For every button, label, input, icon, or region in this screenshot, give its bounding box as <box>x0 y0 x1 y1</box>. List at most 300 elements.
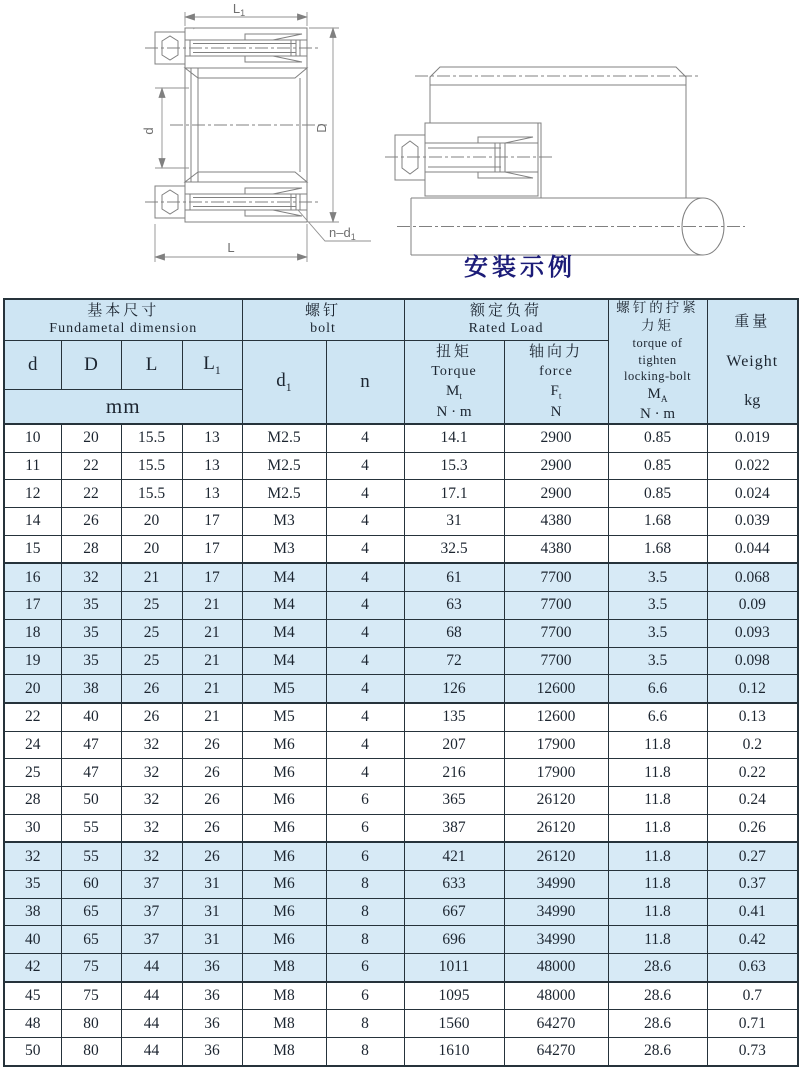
cell: 44 <box>121 1010 182 1038</box>
cell: 0.42 <box>707 926 798 954</box>
cell: 4 <box>326 759 404 787</box>
torque-unit: N · m <box>436 403 472 420</box>
cell: 75 <box>61 954 121 982</box>
cell: 3.5 <box>608 592 707 620</box>
cell: 26 <box>182 759 242 787</box>
cell: 37 <box>121 871 182 899</box>
cell: 32 <box>4 842 61 870</box>
cell: 31 <box>182 871 242 899</box>
table-row <box>4 1038 798 1066</box>
cell: 50 <box>61 786 121 814</box>
cell: 6.6 <box>608 703 707 731</box>
cell: 0.41 <box>707 898 798 926</box>
cell: 44 <box>121 1038 182 1066</box>
cell: 1.68 <box>608 508 707 536</box>
cell: 387 <box>404 814 504 842</box>
cell: 8 <box>326 898 404 926</box>
cell: 55 <box>61 842 121 870</box>
header-rated-load <box>404 299 608 341</box>
cell: 1610 <box>404 1038 504 1066</box>
table-row <box>4 786 798 814</box>
cell: M8 <box>242 954 326 982</box>
dim-label-l1: $L_1$ <box>232 1 246 18</box>
cell: 10 <box>4 424 61 452</box>
cell: 11.8 <box>608 814 707 842</box>
spec-table-body <box>4 424 798 1066</box>
cell: 26 <box>61 508 121 536</box>
cell: 7700 <box>504 619 608 647</box>
table-row <box>4 703 798 731</box>
col-L: L <box>121 341 182 390</box>
table-row <box>4 842 798 870</box>
header-tighten-torque <box>608 299 707 424</box>
cell: 28 <box>4 786 61 814</box>
cell: 17 <box>182 535 242 563</box>
cell: 34990 <box>504 898 608 926</box>
table-row <box>4 592 798 620</box>
tighten-symbol: $M_A$ <box>647 385 668 405</box>
cell: 26120 <box>504 814 608 842</box>
cell: M6 <box>242 786 326 814</box>
header-basic-dimension <box>4 299 242 341</box>
cell: 0.27 <box>707 842 798 870</box>
cell: 32 <box>61 563 121 591</box>
cell: 4380 <box>504 535 608 563</box>
cell: 0.068 <box>707 563 798 591</box>
cell: 36 <box>182 982 242 1010</box>
cell: 0.85 <box>608 480 707 508</box>
cell: 8 <box>326 1038 404 1066</box>
cell: M3 <box>242 508 326 536</box>
cell: 61 <box>404 563 504 591</box>
cell: 0.13 <box>707 703 798 731</box>
cell: 80 <box>61 1038 121 1066</box>
cell: 6.6 <box>608 675 707 703</box>
dim-l1 <box>185 12 307 26</box>
cell: 68 <box>404 619 504 647</box>
cell: 34990 <box>504 871 608 899</box>
cell: 32 <box>121 842 182 870</box>
cell: 47 <box>61 731 121 759</box>
cell: 667 <box>404 898 504 926</box>
cell: 32 <box>121 814 182 842</box>
cell: 207 <box>404 731 504 759</box>
cell: 4 <box>326 675 404 703</box>
cell: 38 <box>61 675 121 703</box>
cell: 63 <box>404 592 504 620</box>
torque-en: Torque <box>431 363 477 379</box>
cell: 21 <box>182 619 242 647</box>
cell: 11.8 <box>608 759 707 787</box>
cell: 28.6 <box>608 982 707 1010</box>
cell: 19 <box>4 647 61 675</box>
table-row <box>4 508 798 536</box>
cell: 13 <box>182 452 242 480</box>
cell: M6 <box>242 926 326 954</box>
cell: 12600 <box>504 675 608 703</box>
dim-label-nd1: $n-d_1$ <box>329 225 356 242</box>
cell: 1011 <box>404 954 504 982</box>
torque-zh: 扭矩 <box>436 344 473 361</box>
header-basic-en: Fundametal dimension <box>49 320 198 336</box>
cell: 13 <box>182 424 242 452</box>
cell: M8 <box>242 1038 326 1066</box>
cell: 44 <box>121 954 182 982</box>
cell: 42 <box>4 954 61 982</box>
tighten-en3: locking-bolt <box>623 369 692 384</box>
cell: 37 <box>121 926 182 954</box>
cell: 36 <box>182 1010 242 1038</box>
cell: M6 <box>242 814 326 842</box>
cell: 7700 <box>504 647 608 675</box>
cell: 0.37 <box>707 871 798 899</box>
cell: 21 <box>182 592 242 620</box>
cell: 0.12 <box>707 675 798 703</box>
cell: 26 <box>182 814 242 842</box>
cell: 0.019 <box>707 424 798 452</box>
cell: M4 <box>242 647 326 675</box>
cell: 25 <box>121 619 182 647</box>
cell: 37 <box>121 898 182 926</box>
cell: M4 <box>242 619 326 647</box>
cell: 17 <box>182 508 242 536</box>
torque-symbol: $M_t$ <box>446 382 462 402</box>
cell: 36 <box>182 954 242 982</box>
cell: 14.1 <box>404 424 504 452</box>
cell: 11.8 <box>608 842 707 870</box>
table-row <box>4 535 798 563</box>
force-en: force <box>539 363 573 379</box>
cell: 7700 <box>504 592 608 620</box>
cell: 0.71 <box>707 1010 798 1038</box>
cell: M6 <box>242 842 326 870</box>
cell: M5 <box>242 675 326 703</box>
cell: 26 <box>182 842 242 870</box>
cell: 6 <box>326 814 404 842</box>
cell: 4 <box>326 424 404 452</box>
cell: 0.024 <box>707 480 798 508</box>
cell: 17900 <box>504 759 608 787</box>
cell: 4 <box>326 592 404 620</box>
cell: 11.8 <box>608 926 707 954</box>
weight-en: Weight <box>726 353 779 371</box>
tighten-zh2: 力矩 <box>641 318 675 334</box>
cell: 15.5 <box>121 424 182 452</box>
cell: 31 <box>182 926 242 954</box>
cell: 17900 <box>504 731 608 759</box>
assembly-section-drawing <box>95 0 385 296</box>
cell: 11.8 <box>608 871 707 899</box>
header-bolt-zh: 螺钉 <box>305 303 342 320</box>
tighten-en2: tighten <box>638 352 677 367</box>
header-rated-zh: 额定负荷 <box>470 303 543 320</box>
cell: 26 <box>182 786 242 814</box>
table-row <box>4 619 798 647</box>
table-row <box>4 675 798 703</box>
col-D: D <box>61 341 121 390</box>
cell: 60 <box>61 871 121 899</box>
cell: 38 <box>4 898 61 926</box>
cell: M6 <box>242 871 326 899</box>
cell: 696 <box>404 926 504 954</box>
header-mm: mm <box>4 390 242 425</box>
cell: 30 <box>4 814 61 842</box>
cell: 32.5 <box>404 535 504 563</box>
cell: 11.8 <box>608 731 707 759</box>
table-row <box>4 563 798 591</box>
table-row <box>4 731 798 759</box>
table-row <box>4 926 798 954</box>
cell: M8 <box>242 1010 326 1038</box>
cell: 35 <box>61 619 121 647</box>
cell: 2900 <box>504 452 608 480</box>
header-rated-en: Rated Load <box>468 320 544 336</box>
cell: 45 <box>4 982 61 1010</box>
header-basic-zh: 基本尺寸 <box>87 303 160 320</box>
cell: 0.039 <box>707 508 798 536</box>
cell: 18 <box>4 619 61 647</box>
cell: 72 <box>404 647 504 675</box>
cell: 15 <box>4 535 61 563</box>
table-row <box>4 424 798 452</box>
cell: 48000 <box>504 982 608 1010</box>
cell: 22 <box>4 703 61 731</box>
cell: 7700 <box>504 563 608 591</box>
table-row <box>4 871 798 899</box>
cell: 17 <box>4 592 61 620</box>
cell: 0.85 <box>608 452 707 480</box>
cell: 0.044 <box>707 535 798 563</box>
weight-zh: 重量 <box>734 313 771 330</box>
cell: 4380 <box>504 508 608 536</box>
table-row <box>4 759 798 787</box>
cell: 4 <box>326 535 404 563</box>
cell: 32 <box>121 731 182 759</box>
cell: 0.093 <box>707 619 798 647</box>
cell: 2900 <box>504 480 608 508</box>
cell: 15.5 <box>121 452 182 480</box>
cell: 22 <box>61 480 121 508</box>
cell: 13 <box>182 480 242 508</box>
cell: 6 <box>326 842 404 870</box>
cell: 26120 <box>504 842 608 870</box>
cell: 64270 <box>504 1010 608 1038</box>
cell: 31 <box>404 508 504 536</box>
cell: 15.3 <box>404 452 504 480</box>
cell: 50 <box>4 1038 61 1066</box>
cell: M4 <box>242 592 326 620</box>
header-bolt <box>242 299 404 341</box>
col-torque <box>404 341 504 425</box>
cell: 26 <box>121 675 182 703</box>
cell: 40 <box>61 703 121 731</box>
col-d: d <box>4 341 61 390</box>
cell: M5 <box>242 703 326 731</box>
cell: 25 <box>4 759 61 787</box>
cell: 20 <box>61 424 121 452</box>
cell: 0.26 <box>707 814 798 842</box>
cell: 135 <box>404 703 504 731</box>
col-L1: $L_1$ <box>182 341 242 390</box>
cell: 11 <box>4 452 61 480</box>
cell: 4 <box>326 731 404 759</box>
cell: 0.22 <box>707 759 798 787</box>
col-n: n <box>326 341 404 425</box>
header-bolt-en: bolt <box>310 320 336 336</box>
cell: 47 <box>61 759 121 787</box>
tighten-zh1: 螺钉的拧紧 <box>616 300 699 316</box>
cell: 6 <box>326 982 404 1010</box>
cell: 0.09 <box>707 592 798 620</box>
cell: 2900 <box>504 424 608 452</box>
col-d1: $d_1$ <box>242 341 326 425</box>
cell: 65 <box>61 898 121 926</box>
cell: 25 <box>121 592 182 620</box>
force-symbol: $F_t$ <box>550 382 562 402</box>
cell: 6 <box>326 786 404 814</box>
upper-cone <box>185 68 307 78</box>
cell: 20 <box>121 508 182 536</box>
force-unit: N <box>550 403 562 420</box>
cell: 34990 <box>504 926 608 954</box>
cell: M3 <box>242 535 326 563</box>
cell: 48 <box>4 1010 61 1038</box>
cell: 25 <box>121 647 182 675</box>
tighten-unit: N · m <box>640 405 676 422</box>
cell: 17 <box>182 563 242 591</box>
cell: 4 <box>326 452 404 480</box>
spec-table <box>3 298 799 1067</box>
cell: 0.7 <box>707 982 798 1010</box>
cell: 35 <box>61 647 121 675</box>
cell: 35 <box>4 871 61 899</box>
cell: 28 <box>61 535 121 563</box>
cell: 216 <box>404 759 504 787</box>
table-row <box>4 480 798 508</box>
cell: 3.5 <box>608 647 707 675</box>
cell: 36 <box>182 1038 242 1066</box>
cell: 24 <box>4 731 61 759</box>
cell: 21 <box>182 647 242 675</box>
cell: 1560 <box>404 1010 504 1038</box>
table-row <box>4 898 798 926</box>
dim-label-d: d <box>141 127 156 135</box>
cell: 0.098 <box>707 647 798 675</box>
col-force <box>504 341 608 425</box>
cell: 0.2 <box>707 731 798 759</box>
cell: 75 <box>61 982 121 1010</box>
lower-cone <box>185 172 307 182</box>
cell: M6 <box>242 731 326 759</box>
cell: 1095 <box>404 982 504 1010</box>
cell: 8 <box>326 926 404 954</box>
cell: M6 <box>242 898 326 926</box>
cell: 365 <box>404 786 504 814</box>
cell: 32 <box>121 759 182 787</box>
cell: M8 <box>242 982 326 1010</box>
cell: M2.5 <box>242 424 326 452</box>
cell: 31 <box>182 898 242 926</box>
cell: 4 <box>326 563 404 591</box>
cell: 4 <box>326 480 404 508</box>
cell: 6 <box>326 954 404 982</box>
table-row <box>4 954 798 982</box>
cell: 633 <box>404 871 504 899</box>
table-row <box>4 814 798 842</box>
cell: 17.1 <box>404 480 504 508</box>
cell: 4 <box>326 703 404 731</box>
force-zh: 轴向力 <box>529 344 584 361</box>
cell: 21 <box>182 675 242 703</box>
cell: 32 <box>121 786 182 814</box>
cell: 80 <box>61 1010 121 1038</box>
cell: 0.24 <box>707 786 798 814</box>
cell: 48000 <box>504 954 608 982</box>
cell: 15.5 <box>121 480 182 508</box>
table-row <box>4 452 798 480</box>
tighten-en1: torque of <box>632 335 683 350</box>
table-row <box>4 1010 798 1038</box>
cell: 11.8 <box>608 898 707 926</box>
cell: 64270 <box>504 1038 608 1066</box>
cell: 8 <box>326 1010 404 1038</box>
cell: 20 <box>4 675 61 703</box>
locking-assembly <box>395 123 538 196</box>
cell: 11.8 <box>608 786 707 814</box>
cell: 0.63 <box>707 954 798 982</box>
cell: 3.5 <box>608 563 707 591</box>
cell: 65 <box>61 926 121 954</box>
header-weight <box>707 299 798 424</box>
cell: 21 <box>182 703 242 731</box>
cell: 40 <box>4 926 61 954</box>
weight-unit: kg <box>744 392 761 410</box>
cell: 0.022 <box>707 452 798 480</box>
cell: 14 <box>4 508 61 536</box>
dim-label-L: L <box>227 240 235 255</box>
cell: M2.5 <box>242 480 326 508</box>
cell: M4 <box>242 563 326 591</box>
cell: 21 <box>121 563 182 591</box>
cell: 28.6 <box>608 954 707 982</box>
cell: 4 <box>326 647 404 675</box>
cell: 55 <box>61 814 121 842</box>
cell: 16 <box>4 563 61 591</box>
cell: 26 <box>182 731 242 759</box>
cell: 44 <box>121 982 182 1010</box>
cell: 4 <box>326 619 404 647</box>
cell: 1.68 <box>608 535 707 563</box>
cell: 28.6 <box>608 1038 707 1066</box>
cell: 22 <box>61 452 121 480</box>
cell: M6 <box>242 759 326 787</box>
cell: 126 <box>404 675 504 703</box>
cell: 12600 <box>504 703 608 731</box>
cell: 4 <box>326 508 404 536</box>
cell: M2.5 <box>242 452 326 480</box>
dim-d <box>155 88 189 168</box>
cell: 26 <box>121 703 182 731</box>
cell: 26120 <box>504 786 608 814</box>
cell: 28.6 <box>608 1010 707 1038</box>
dim-label-D: D <box>314 123 329 133</box>
cell: 12 <box>4 480 61 508</box>
installation-caption: 安装示例 <box>464 255 576 281</box>
cell: 0.73 <box>707 1038 798 1066</box>
cell: 35 <box>61 592 121 620</box>
cell: 8 <box>326 871 404 899</box>
cell: 421 <box>404 842 504 870</box>
